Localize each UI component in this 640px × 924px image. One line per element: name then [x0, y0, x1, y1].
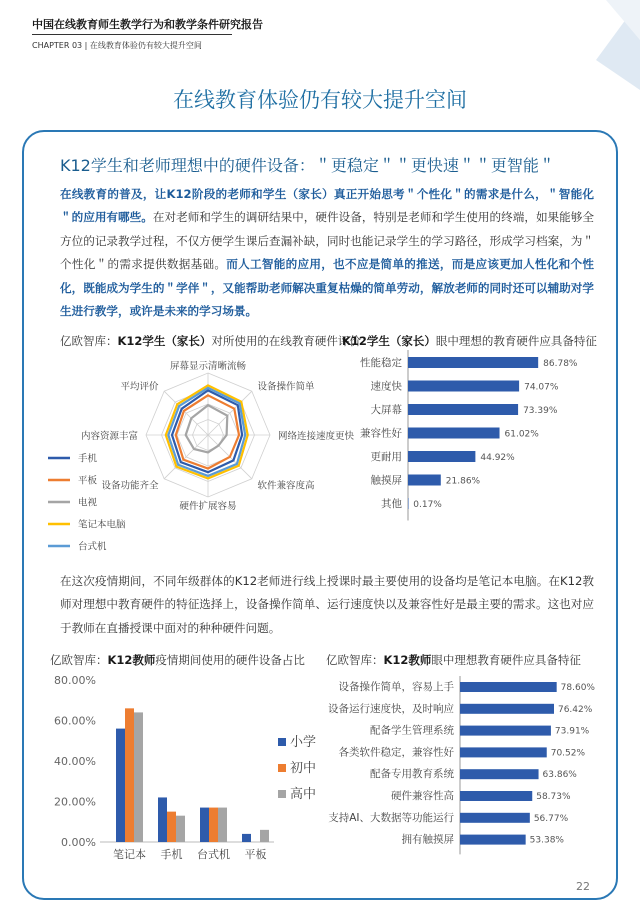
hbar2-value-label: 73.91%: [554, 726, 590, 737]
header-divider: [32, 34, 232, 35]
hbar1-bar: [408, 404, 518, 415]
vbar-category-label: 平板: [244, 848, 267, 861]
vbar-bar: [209, 808, 218, 842]
hbar2-value-label: 78.60%: [560, 683, 596, 693]
vbar-category-label: 手机: [160, 848, 183, 861]
chapter-label: CHAPTER 03 | 在线教育体验仍有较大提升空间: [32, 41, 202, 50]
radar-axis-label: 屏幕显示清晰流畅: [169, 361, 247, 372]
radar-axis-label: 内容资源丰富: [80, 431, 138, 442]
vbar-legend-label: 高中: [290, 787, 317, 802]
hbar1-value-label: 86.78%: [543, 359, 578, 369]
vbar-bar: [134, 712, 143, 842]
vbar-tick-label: 80.00%: [54, 674, 96, 687]
hbar1-value-label: 44.92%: [480, 453, 515, 463]
vbar-title-bold: K12教师: [107, 653, 156, 667]
hbar2-bar: [460, 726, 551, 736]
hbar1-value-label: 74.07%: [524, 382, 559, 393]
radar-legend-label: 手机: [78, 453, 98, 465]
hbar2-category-label: 配备学生管理系统: [370, 724, 454, 737]
hbar1-category-label: 触摸屏: [370, 474, 402, 487]
vbar-bar: [176, 816, 185, 842]
hbar2-category-label: 设备运行速度快，及时响应: [328, 702, 454, 715]
hbar2-value-label: 53.38%: [529, 835, 564, 846]
vbar-title-prefix: 亿欧智库：: [50, 653, 108, 667]
hbar1-bar: [408, 381, 519, 392]
hbar1-bar: [408, 428, 500, 439]
student-feature-bar-chart: [340, 350, 600, 550]
vbar-legend-swatch: [278, 738, 286, 746]
report-title: 中国在线教育师生教学行为和教学条件研究报告: [32, 18, 263, 31]
intro-paragraph: [60, 183, 594, 323]
corner-decoration: [576, 0, 640, 90]
vbar-category-label: 台式机: [197, 848, 230, 861]
hbar2-category-label: 拥有触摸屏: [401, 833, 454, 846]
hbar1-value-label: 61.02%: [504, 429, 539, 440]
hbar2-category-label: 支持AI、大数据等功能运行: [328, 811, 454, 824]
hbar1-title-rest: 眼中理想的教育硬件应具备特征: [435, 334, 597, 348]
vbar-bar: [242, 834, 251, 842]
page-title: 在线教育体验仍有较大提升空间: [173, 88, 467, 112]
vbar-category-label: 笔记本: [113, 848, 146, 861]
hbar1-bar: [408, 498, 409, 509]
radar-axis-label: 硬件扩展容易: [179, 501, 237, 512]
vbar-bar: [200, 808, 209, 842]
vbar-bar: [167, 812, 176, 842]
vbar-legend-label: 初中: [290, 761, 317, 776]
hbar2-category-label: 设备操作简单，容易上手: [338, 681, 454, 693]
vbar-bar: [260, 830, 269, 842]
hbar2-value-label: 63.86%: [542, 770, 577, 781]
hbar2-bar: [460, 769, 539, 779]
hbar2-bar: [460, 682, 557, 692]
hbar2-chart-title: [326, 652, 581, 668]
hbar1-value-label: 21.86%: [445, 476, 481, 487]
hbar2-bar: [460, 704, 554, 714]
vbar-tick-label: 0.00%: [61, 836, 96, 849]
intro-highlight-2: 而人工智能的应用，也不应是简单的推送，而是应该更加人性化和个性化，既能成为学生的＂学伴＂，又能帮助老师解决重复枯燥的简单劳动，解放老师的同时还可以辅助对学生进行教学，或许是未来的学习场景。: [60, 257, 594, 319]
radar-axis-label: 软件兼容度高: [257, 480, 315, 492]
vbar-tick-label: 20.00%: [54, 795, 96, 809]
hbar1-category-label: 大屏幕: [370, 404, 402, 416]
hbar2-bar: [460, 835, 526, 845]
radar-title-prefix: 亿欧智库：: [60, 334, 118, 348]
vbar-title-rest: 疫情期间使用的硬件设备占比: [155, 653, 305, 667]
vbar-legend-label: 小学: [290, 735, 317, 750]
hbar2-value-label: 58.73%: [536, 792, 571, 802]
radar-chart-title: [60, 333, 361, 349]
vbar-legend-swatch: [278, 764, 286, 772]
hbar2-category-label: 各类软件稳定，兼容性好: [338, 746, 454, 759]
intro-highlight-1: 在线教育的普及，让K12阶段的老师和学生（家长）真正开始思考＂个性化＂的需求是什么，＂智能化＂的应用有哪些。: [60, 187, 594, 225]
hbar2-value-label: 70.52%: [550, 748, 586, 759]
radar-axis-label: 设备功能齐全: [101, 480, 159, 492]
hbar2-bar: [460, 747, 547, 757]
radar-chart: [40, 350, 355, 560]
hbar1-chart-title: [342, 333, 597, 349]
radar-axis-label: 平均评价: [120, 381, 159, 393]
vbar-tick-label: 40.00%: [54, 755, 96, 768]
intro-text: 在对老师和学生的调研结果中，硬件设备，特别是老师和学生使用的终端，如果能够全方位的记录教学过程，不仅方便学生课后查漏补缺，同时也能记录学生的学习路径，形成学习档案，为＂个性化＂的需求提供数据基础。: [60, 210, 594, 272]
hbar2-title-rest: 眼中理想教育硬件应具备特征: [431, 653, 581, 667]
hbar1-value-label: 73.39%: [523, 406, 558, 416]
hbar1-bar: [408, 475, 441, 486]
hbar2-bar: [460, 813, 530, 823]
radar-legend-label: 平板: [78, 475, 98, 487]
radar-legend-label: 笔记本电脑: [78, 519, 126, 531]
hbar2-category-label: 硬件兼容性高: [391, 790, 454, 802]
vbar-chart-title: [50, 652, 305, 668]
radar-axis-label: 网络连接速度更快: [278, 431, 355, 442]
hbar2-value-label: 76.42%: [557, 704, 593, 715]
vbar-tick-label: 60.00%: [54, 714, 96, 728]
hbar1-bar: [408, 357, 538, 368]
hbar2-title-bold: K12教师: [383, 653, 432, 667]
vbar-bar: [116, 729, 125, 842]
radar-legend-label: 电视: [78, 497, 98, 509]
hbar2-category-label: 配备专用教育系统: [370, 768, 454, 781]
hbar1-category-label: 性能稳定: [360, 357, 402, 369]
teacher-device-bar-chart: [44, 668, 334, 870]
vbar-bar: [218, 808, 227, 842]
radar-axis-label: 设备操作简单: [257, 381, 315, 393]
hbar1-category-label: 兼容性好: [360, 427, 402, 440]
hbar1-category-label: 更耐用: [370, 451, 402, 463]
hbar1-bar: [408, 451, 475, 462]
radar-title-bold: K12学生（家长）: [117, 334, 212, 348]
hbar2-value-label: 56.77%: [533, 813, 569, 824]
hbar1-category-label: 其他: [381, 498, 402, 510]
hbar1-category-label: 速度快: [370, 380, 402, 393]
hbar2-title-prefix: 亿欧智库：: [326, 653, 384, 667]
page-number: 22: [576, 880, 590, 893]
vbar-bar: [125, 708, 134, 842]
vbar-legend-swatch: [278, 790, 286, 798]
second-paragraph: 在这次疫情期间，不同年级群体的K12老师进行线上授课时最主要使用的设备均是笔记本电脑。在K12教师对理想中教育硬件的特征选择上，设备操作简单、运行速度快以及兼容性好是最主要的需求。这也对应于教师在直播授课中面对的种种硬件问题。: [60, 574, 594, 635]
radar-title-rest: 对所使用的在线教育硬件评价: [211, 334, 361, 348]
hbar2-bar: [460, 791, 532, 801]
teacher-feature-bar-chart: [300, 672, 600, 852]
hbar1-title-bold: K12学生（家长）: [342, 334, 436, 348]
card-title: K12学生和老师理想中的硬件设备：＂更稳定＂＂更快速＂＂更智能＂: [60, 156, 555, 175]
vbar-bar: [158, 797, 167, 842]
radar-legend-label: 台式机: [78, 541, 107, 553]
hbar1-value-label: 0.17%: [413, 500, 442, 510]
